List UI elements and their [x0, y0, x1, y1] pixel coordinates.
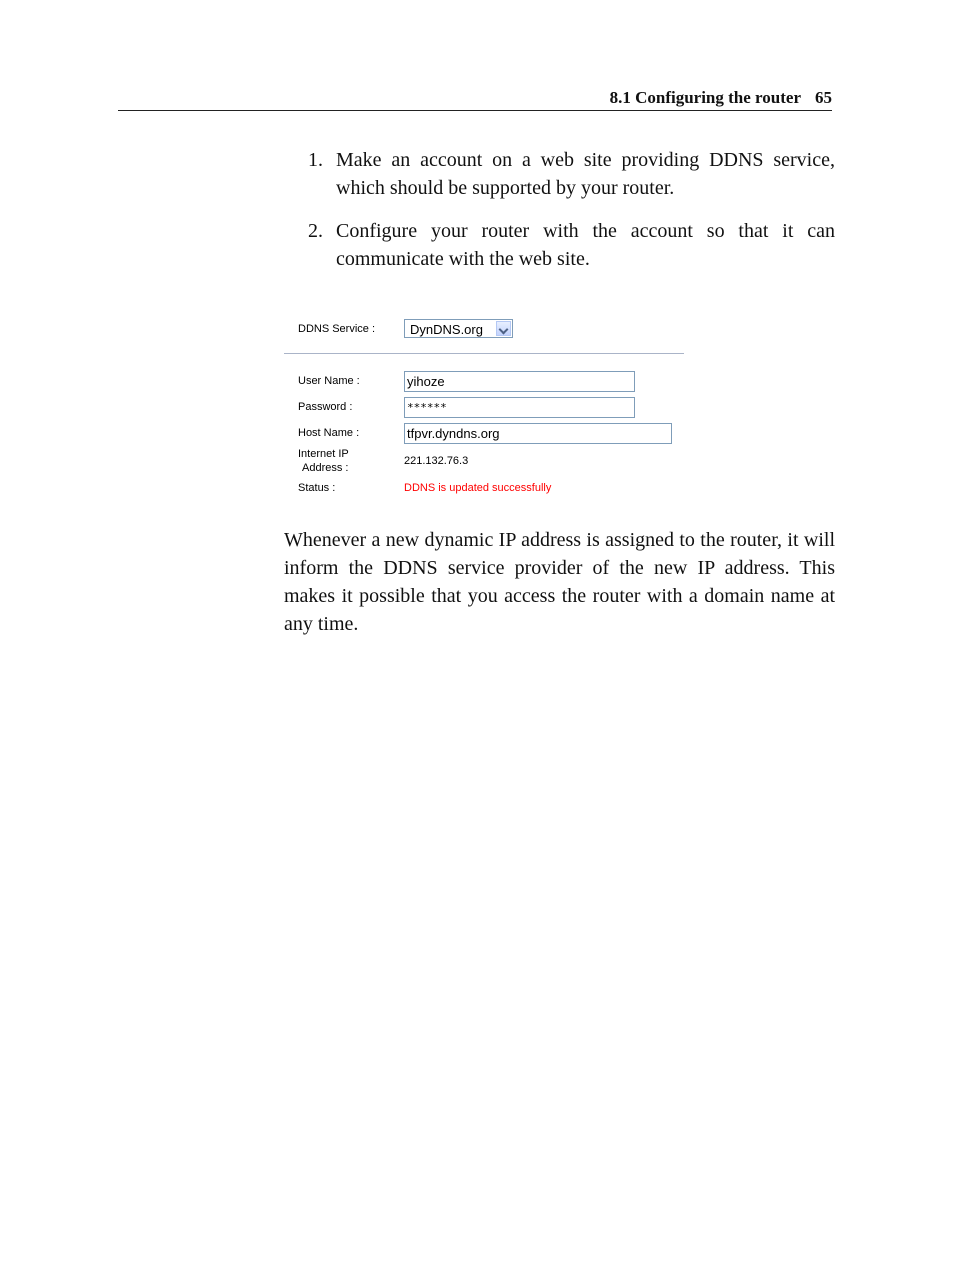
- running-header: [118, 86, 832, 111]
- step-text: Configure your router with the account so that it can communicate with the web site.: [336, 220, 835, 270]
- status-value: DDNS is updated successfully: [404, 482, 552, 494]
- step-number: 2.: [308, 220, 323, 242]
- username-label: User Name :: [298, 375, 360, 387]
- status-label: Status :: [298, 482, 336, 494]
- body-paragraph: Whenever a new dynamic IP address is assigned to the router, it will inform the DDNS service provider of the new IP address. This makes it possible that you access the router with a domain name at any time.: [284, 529, 835, 635]
- username-field[interactable]: [404, 371, 635, 392]
- password-value: ******: [407, 401, 447, 414]
- ddns-settings-panel: [284, 313, 684, 503]
- username-value: yihoze: [407, 374, 445, 389]
- hostname-value: tfpvr.dyndns.org: [407, 426, 500, 441]
- list-item: [300, 146, 835, 202]
- internet-ip-label-line1: Internet IP: [298, 448, 349, 460]
- hostname-label: Host Name :: [298, 427, 360, 439]
- ddns-service-value: DynDNS.org: [410, 322, 483, 337]
- password-label: Password :: [298, 401, 353, 413]
- internet-ip-value: 221.132.76.3: [404, 455, 469, 467]
- list-item: [300, 217, 835, 273]
- step-number: 1.: [308, 149, 323, 171]
- chevron-down-icon[interactable]: [496, 321, 511, 336]
- steps-list: [300, 146, 835, 288]
- section-title: 8.1 Configuring the router: [609, 88, 801, 107]
- page-number: 65: [815, 88, 832, 107]
- hostname-field[interactable]: [404, 423, 672, 444]
- password-field[interactable]: [404, 397, 635, 418]
- header-text: [610, 88, 832, 108]
- step-text: Make an account on a web site providing DDNS service, which should be supported by your router.: [336, 149, 835, 199]
- ddns-service-label: DDNS Service :: [298, 323, 376, 335]
- divider: [284, 353, 684, 354]
- internet-ip-label-line2: Address :: [302, 462, 349, 474]
- ddns-service-select[interactable]: [404, 319, 513, 338]
